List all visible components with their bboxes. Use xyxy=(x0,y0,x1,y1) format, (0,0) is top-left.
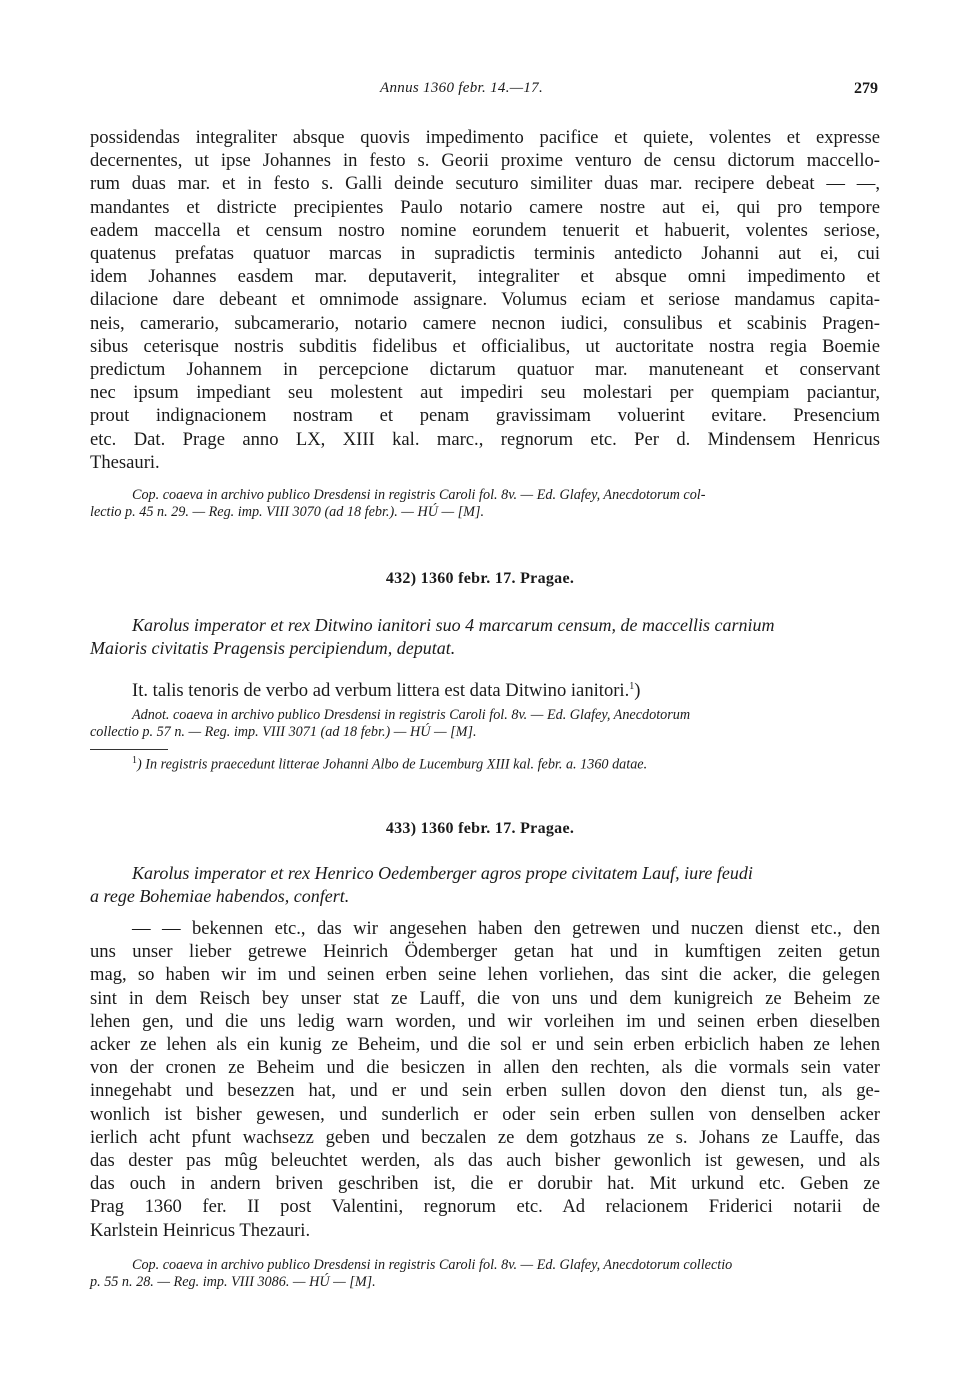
text-line: Thesauri. xyxy=(90,451,160,473)
text-line: von der cronen ze Beheim und die besiczen in allen den rechten, als die vormals sein vater xyxy=(90,1057,880,1079)
doc-432-text-body: It. talis tenoris de verbo ad verbum littera est data Ditwino ianitori. xyxy=(132,680,630,702)
text-line: innegehabt und besezzen hat, und er und sein erben sullen dovon den dienst tun, als ge- xyxy=(90,1080,880,1102)
doc-431-continuation xyxy=(90,126,880,474)
footnote-divider xyxy=(90,749,168,750)
text-line: predictum Johannem in percepcione dictarum quatuor mar. manuteneant et conservant xyxy=(90,359,880,381)
text-line: — — bekennen etc., das wir angesehen haben den getrewen und nuczen dienst etc., den xyxy=(132,918,880,939)
text-line: decernentes, ut ipse Johannes in festo s. Georii proxime venturo de censu dictorum maccello- xyxy=(90,150,880,172)
text-line: dilacione dare debeant et omnimode assignare. Volumus eciam et seriose mandamus capita- xyxy=(90,289,880,311)
source-line: lectio p. 45 n. 29. — Reg. imp. VIII 3070 (ad 18 febr.). — HÚ — [M]. xyxy=(90,504,485,520)
doc-432-text xyxy=(132,675,880,702)
footnote-text: ) In registris praecedunt litterae Johanni Albo de Lucemburg XIII kal. febr. a. 1360 datae. xyxy=(137,756,648,773)
text-line: Prag 1360 fer. II post Valentini, regnorum etc. Ad relacionem Friderici notarii de xyxy=(90,1196,880,1218)
running-title: Annus 1360 febr. 14.—17. xyxy=(380,80,544,96)
text-line: sint in dem Reisch bey unser stat ze Lauff, die von uns und dem kunigreich ze Beheim ze xyxy=(90,987,880,1009)
text-line: etc. Dat. Prage anno LX, XIII kal. marc., regnorum etc. Per d. Mindensem Henricus xyxy=(90,428,880,450)
text-line: sibus ceterisque nostris subditis fidelibus et officialibus, ut auctoritate nostra regia Boemie xyxy=(90,335,880,357)
footnote-mark: 1 xyxy=(629,681,635,692)
doc-431-source-note xyxy=(90,487,880,521)
doc-433-heading: 433) 1360 febr. 17. Pragae. xyxy=(385,820,575,837)
footnote-number: 1 xyxy=(132,755,137,766)
text-line: eadem maccella et censum nostro nomine eorundem tenuerit et habuerit, volentes seriose, xyxy=(90,219,880,241)
text-line: idem Johannes easdem mar. deputaverit, integraliter et absque omni impedimento et xyxy=(90,266,880,288)
doc-433-source-note xyxy=(90,1257,880,1291)
doc-432-heading: 432) 1360 febr. 17. Pragae. xyxy=(385,570,575,587)
source-line: p. 55 n. 28. — Reg. imp. VIII 3086. — HÚ — [M]. xyxy=(90,1274,376,1290)
text-line: prout indignacionem nostram et penam gravissimam voluerint evitare. Presencium xyxy=(90,405,880,427)
text-line: mag, so haben wir im und seinen erben seine lehen vorliehen, das sint die acker, die gelegen xyxy=(90,964,880,986)
text-line: possidendas integraliter absque quovis impedimento pacifice et quiete, volentes et expresse xyxy=(90,127,880,148)
source-line: collectio p. 57 n. — Reg. imp. VIII 3071 (ad 18 febr.) — HÚ — [M]. xyxy=(90,724,477,740)
regest-line: Karolus imperator et rex Ditwino ianitori suo 4 marcarum censum, de maccellis carnium xyxy=(132,615,775,635)
text-line: mandantes et districte precipientes Paulo notario camere nostre aut ei, qui pro tempore xyxy=(90,196,880,218)
text-line: nec ipsum impediant seu molestent aut impediri seu molestari per quempiam paciantur, xyxy=(90,382,880,404)
source-line: Adnot. coaeva in archivo publico Dresdensi in registris Caroli fol. 8v. — Ed. Glafey, Anecdotorum xyxy=(132,707,691,723)
doc-433-regest xyxy=(90,862,880,907)
doc-432-source-note xyxy=(90,707,880,741)
text-line: rum duas mar. et in festo s. Galli deinde secuturo similiter duas mar. recipere debeat — —, xyxy=(90,173,880,195)
doc-433-text xyxy=(90,917,880,1242)
footnote-mark-paren: ) xyxy=(634,680,641,702)
source-line: Cop. coaeva in archivo publico Dresdensi in registris Caroli fol. 8v. — Ed. Glafey, Anecdotorum col- xyxy=(132,487,706,503)
text-line: ierlich acht pfunt wachsezz geben und beczalen ze dem gotzhaus ze s. Johans ze Lauffe, das xyxy=(90,1126,880,1148)
regest-line: Maioris civitatis Pragensis percipiendum, deputat. xyxy=(90,637,456,658)
source-line: Cop. coaeva in archivo publico Dresdensi in registris Caroli fol. 8v. — Ed. Glafey, Anecdotorum collectio xyxy=(132,1257,733,1273)
text-line: quatenus prefatas quatuor marcas in supradictis terminis antedicto Johanni aut ei, cui xyxy=(90,243,880,265)
regest-line: a rege Bohemiae habendos, confert. xyxy=(90,885,350,906)
text-line: das ouch in andern briven geschriben ist, die er dorubir hat. Mit urkund etc. Geben ze xyxy=(90,1173,880,1195)
doc-431-text xyxy=(90,126,880,474)
text-line: acker ze lehen als ein kunig ze Beheim, und die sol er und sein erben erbiclich haben ze lehen xyxy=(90,1034,880,1056)
page-header xyxy=(90,80,878,104)
doc-432-regest xyxy=(90,614,880,659)
text-line: das dester pas mûg beleuchtet werden, als das auch bisher gewonlich ist gewesen, und als xyxy=(90,1150,880,1172)
text-line: neis, camerario, subcamerario, notario camere necnon iudici, consulibus et scabinis Pragen- xyxy=(90,312,880,334)
page-number: 279 xyxy=(854,80,878,97)
regest-line: Karolus imperator et rex Henrico Oedemberger agros prope civitatem Lauf, iure feudi xyxy=(132,863,753,883)
doc-432-footnote xyxy=(132,752,880,774)
text-line: Karlstein Heinricus Thezauri. xyxy=(90,1219,311,1241)
text-line: lehen gen, und die uns ledig warn worden, und wir vorleihen im und seinen erben dieselben xyxy=(90,1010,880,1032)
text-line: uns unser lieber getrewe Heinrich Ödemberger getan hat und in kumftigen zeiten getun xyxy=(90,941,880,963)
text-line: wonlich ist bisher gewesen, und sunderlich er oder sein erben sullen von denselben acker xyxy=(90,1103,880,1125)
